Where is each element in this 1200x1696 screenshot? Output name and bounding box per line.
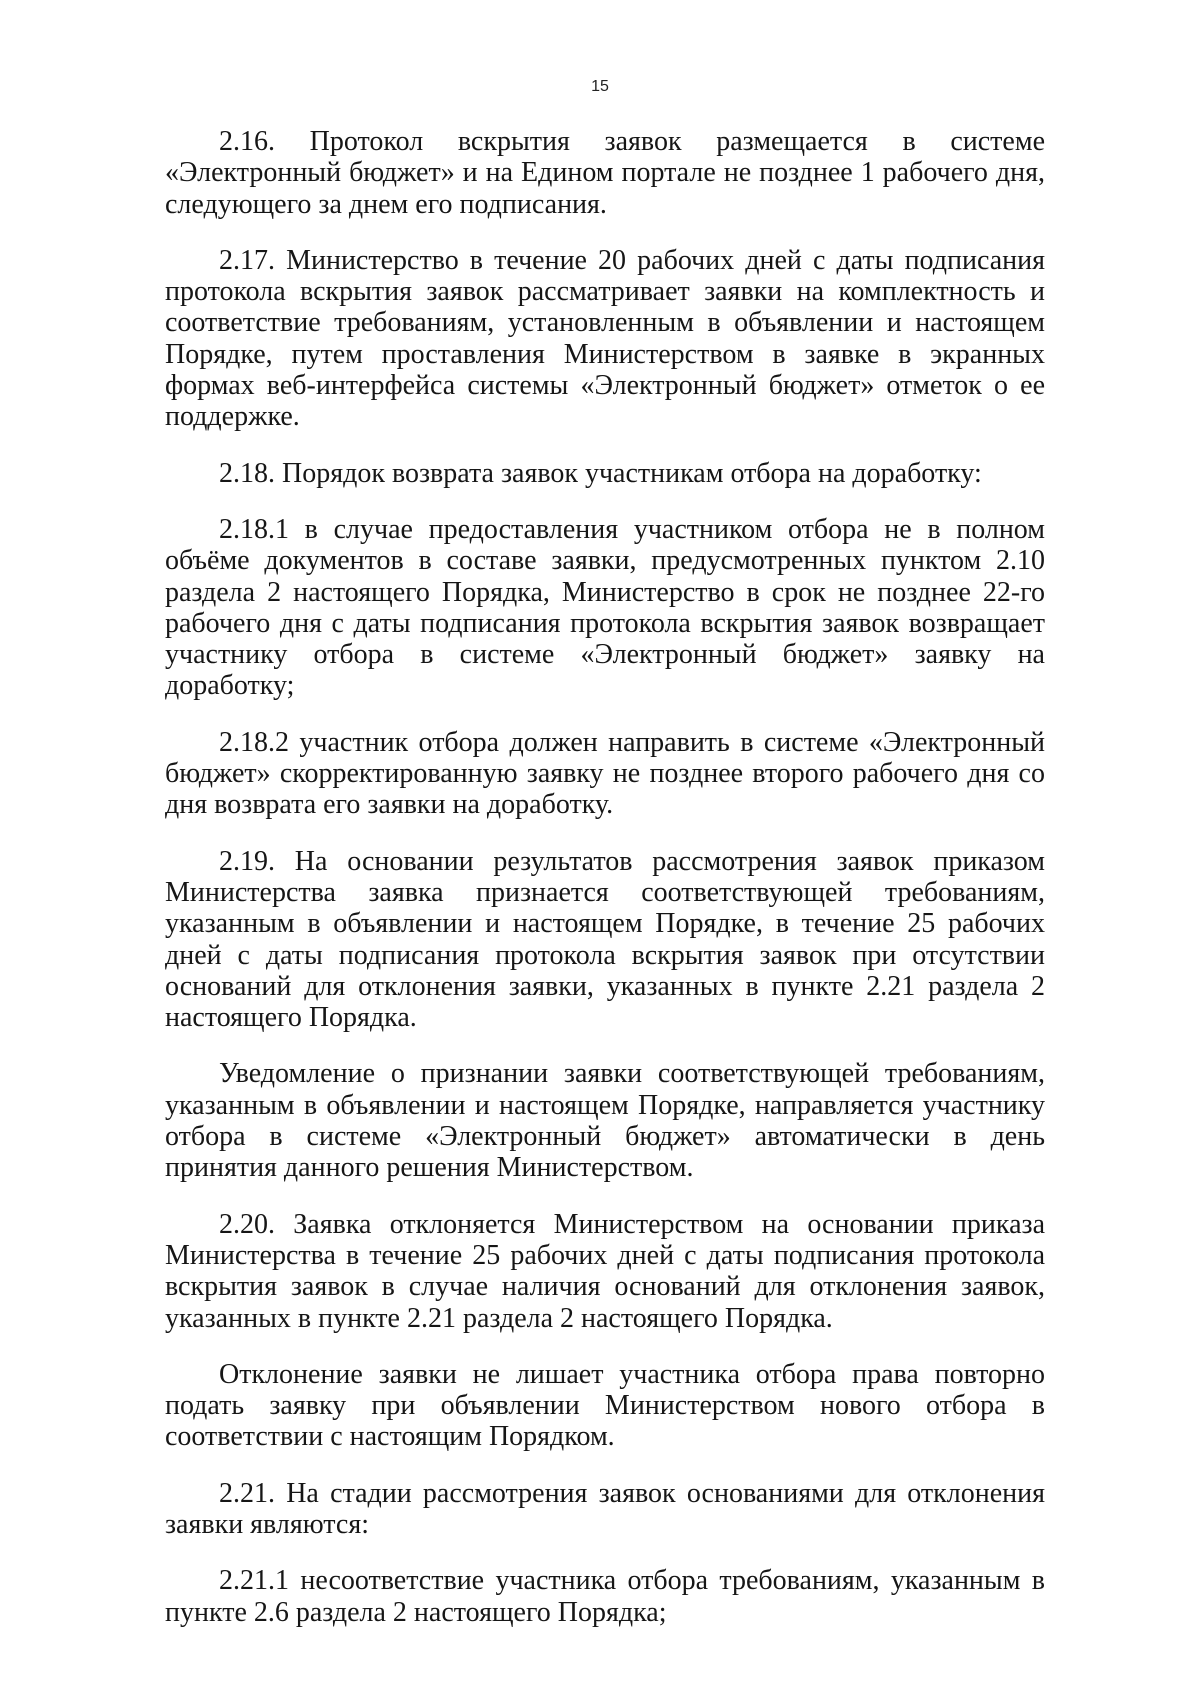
document-body <box>165 126 1045 1628</box>
paragraph-2-18-1: 2.18.1 в случае предоставления участником отбора не в полном объёме документов в составе заявки, предусмотренных пунктом 2.10 раздела 2 настоящего Порядка, Министерство в срок не позднее 22-го рабочего дня с даты подписания протокола вскрытия заявок возвращает участнику отбора в системе «Электронный бюджет» заявку на доработку; <box>165 513 1045 702</box>
paragraph-2-17: 2.17. Министерство в течение 20 рабочих дней с даты подписания протокола вскрытия заявок рассматривает заявки на комплектность и соответствие требованиям, установленным в объявлении и настоящем Порядке, путем проставления Министерством в заявке в экранных формах веб-интерфейса системы «Электронный бюджет» отметок о ее поддержке. <box>165 244 1045 433</box>
paragraph-rejection-note: Отклонение заявки не лишает участника отбора права повторно подать заявку при объявлении Министерством нового отбора в соответствии с настоящим Порядком. <box>165 1358 1045 1453</box>
page-number: 15 <box>591 78 609 95</box>
paragraph-2-19: 2.19. На основании результатов рассмотрения заявок приказом Министерства заявка признается соответствующей требованиям, указанным в объявлении и настоящем Порядке, в течение 25 рабочих дней с даты подписания протокола вскрытия заявок при отсутствии оснований для отклонения заявки, указанных в пункте 2.21 раздела 2 настоящего Порядка. <box>165 845 1045 1034</box>
paragraph-2-21-1: 2.21.1 несоответствие участника отбора требованиям, указанным в пункте 2.6 раздела 2 настоящего Порядка; <box>165 1565 1045 1628</box>
paragraph-2-20: 2.20. Заявка отклоняется Министерством на основании приказа Министерства в течение 25 рабочих дней с даты подписания протокола вскрытия заявок в случае наличия оснований для отклонения заявок, указанных в пункте 2.21 раздела 2 настоящего Порядка. <box>165 1208 1045 1334</box>
paragraph-2-21: 2.21. На стадии рассмотрения заявок основаниями для отклонения заявки являются: <box>165 1477 1045 1540</box>
paragraph-2-18: 2.18. Порядок возврата заявок участникам отбора на доработку: <box>219 457 982 489</box>
paragraph-2-16: 2.16. Протокол вскрытия заявок размещается в системе «Электронный бюджет» и на Едином портале не позднее 1 рабочего дня, следующего за днем его подписания. <box>165 126 1045 220</box>
paragraph-notification: Уведомление о признании заявки соответствующей требованиям, указанным в объявлении и настоящем Порядке, направляется участнику отбора в системе «Электронный бюджет» автоматически в день принятия данного решения Министерством. <box>165 1058 1045 1184</box>
paragraph-2-18-2: 2.18.2 участник отбора должен направить в системе «Электронный бюджет» скорректированную заявку не позднее второго рабочего дня со дня возврата его заявки на доработку. <box>165 726 1045 821</box>
